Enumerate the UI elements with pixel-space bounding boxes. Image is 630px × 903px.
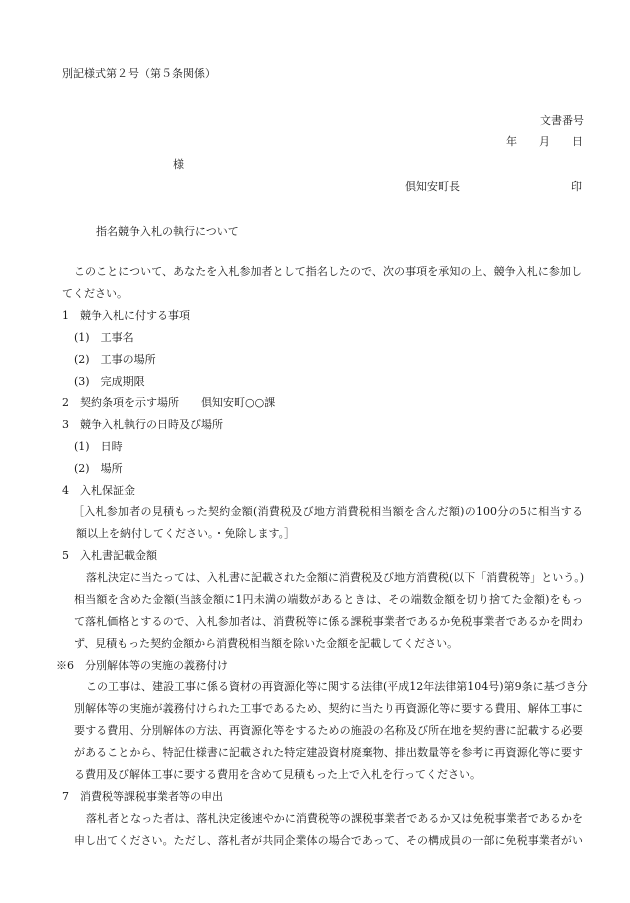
item-1-sub-2: (2) 工事の場所 <box>74 353 156 366</box>
document-subject: 指名競争入札の執行について <box>96 225 239 238</box>
item-1-sub-1: (1) 工事名 <box>74 331 134 344</box>
item-5-heading: 5 入札書記載金額 <box>62 549 157 562</box>
item-3-heading: 3 競争入札執行の日時及び場所 <box>62 418 223 431</box>
seal-mark: 印 <box>571 180 582 193</box>
item-6-body-line-2: 別解体等の実施が義務付けられた工事であるため、契約に当たり再資源化等に要する費用、解体工事に <box>74 702 583 715</box>
item-6-body-line-5: る費用及び解体工事に要する費用を含めて見積もった上で入札を行ってください。 <box>74 768 481 781</box>
item-7-heading: 7 消費税等課税事業者等の申出 <box>62 790 223 803</box>
form-label: 別記様式第２号（第５条関係） <box>62 67 216 80</box>
item-4-body-line-1: ［入札参加者の見積もった契約金額(消費税及び地方消費税相当額を含んだ額)の100分の5に相当する <box>73 505 583 518</box>
item-7-body-line-2: 申し出てください。ただし、落札者が共同企業体の場合であって、その構成員の一部に免税事業者がい <box>74 834 583 847</box>
item-5-body-line-1: 落札決定に当たっては、入札書に記載された金額に消費税及び地方消費税(以下「消費税等」という。) <box>86 571 585 584</box>
item-5-body-line-2: 相当額を含めた金額(当該金額に1円未満の端数があるときは、その端数金額を切り捨てた金額)をもっ <box>74 593 583 606</box>
addressee-suffix: 様 <box>173 158 184 171</box>
item-6-body-line-4: があることから、特記仕様書に記載された特定建設資材廃棄物、排出数量等を参考に再資源化等に要す <box>74 746 583 759</box>
intro-line-1: このことについて、あなたを入札参加者として指名したので、次の事項を承知の上、競争入札に参加し <box>74 265 582 278</box>
item-7-body-line-1: 落札者となった者は、落札決定後速やかに消費税等の課税事業者であるか又は免税事業者であるかを <box>86 812 583 825</box>
item-6-body-line-3: 要する費用、分別解体の方法、再資源化等をするための施設の名称及び所在地を契約書に記載する必要 <box>74 724 583 737</box>
date-line: 年 月 日 <box>506 135 583 148</box>
item-1-heading: 1 競争入札に付する事項 <box>62 309 190 322</box>
intro-line-2: てください。 <box>62 287 128 300</box>
item-5-body-line-3: て落札価格とするので、入札参加者は、消費税等に係る課税事業者であるか免税事業者であるかを問わ <box>74 615 583 628</box>
item-1-sub-3: (3) 完成期限 <box>74 375 145 388</box>
item-3-sub-2: (2) 場所 <box>74 462 123 475</box>
item-4-body-line-2: 額以上を納付してください。・免除します。］ <box>76 527 296 540</box>
item-4-heading: 4 入札保証金 <box>62 484 135 497</box>
item-5-body-line-4: ず、見積もった契約金額から消費税相当額を除いた金額を記載してください。 <box>74 637 459 650</box>
document-number: 文書番号 <box>540 114 584 127</box>
item-6-body-line-1: この工事は、建設工事に係る資材の再資源化等に関する法律(平成12年法律第104号)第9条に基づき分 <box>86 680 588 693</box>
item-6-heading: ※6 分別解体等の実施の義務付け <box>56 659 228 672</box>
item-3-sub-1: (1) 日時 <box>74 440 123 453</box>
sender-name: 倶知安町長 <box>405 180 460 193</box>
item-2-heading: 2 契約条項を示す場所 倶知安町○○課 <box>62 396 276 409</box>
